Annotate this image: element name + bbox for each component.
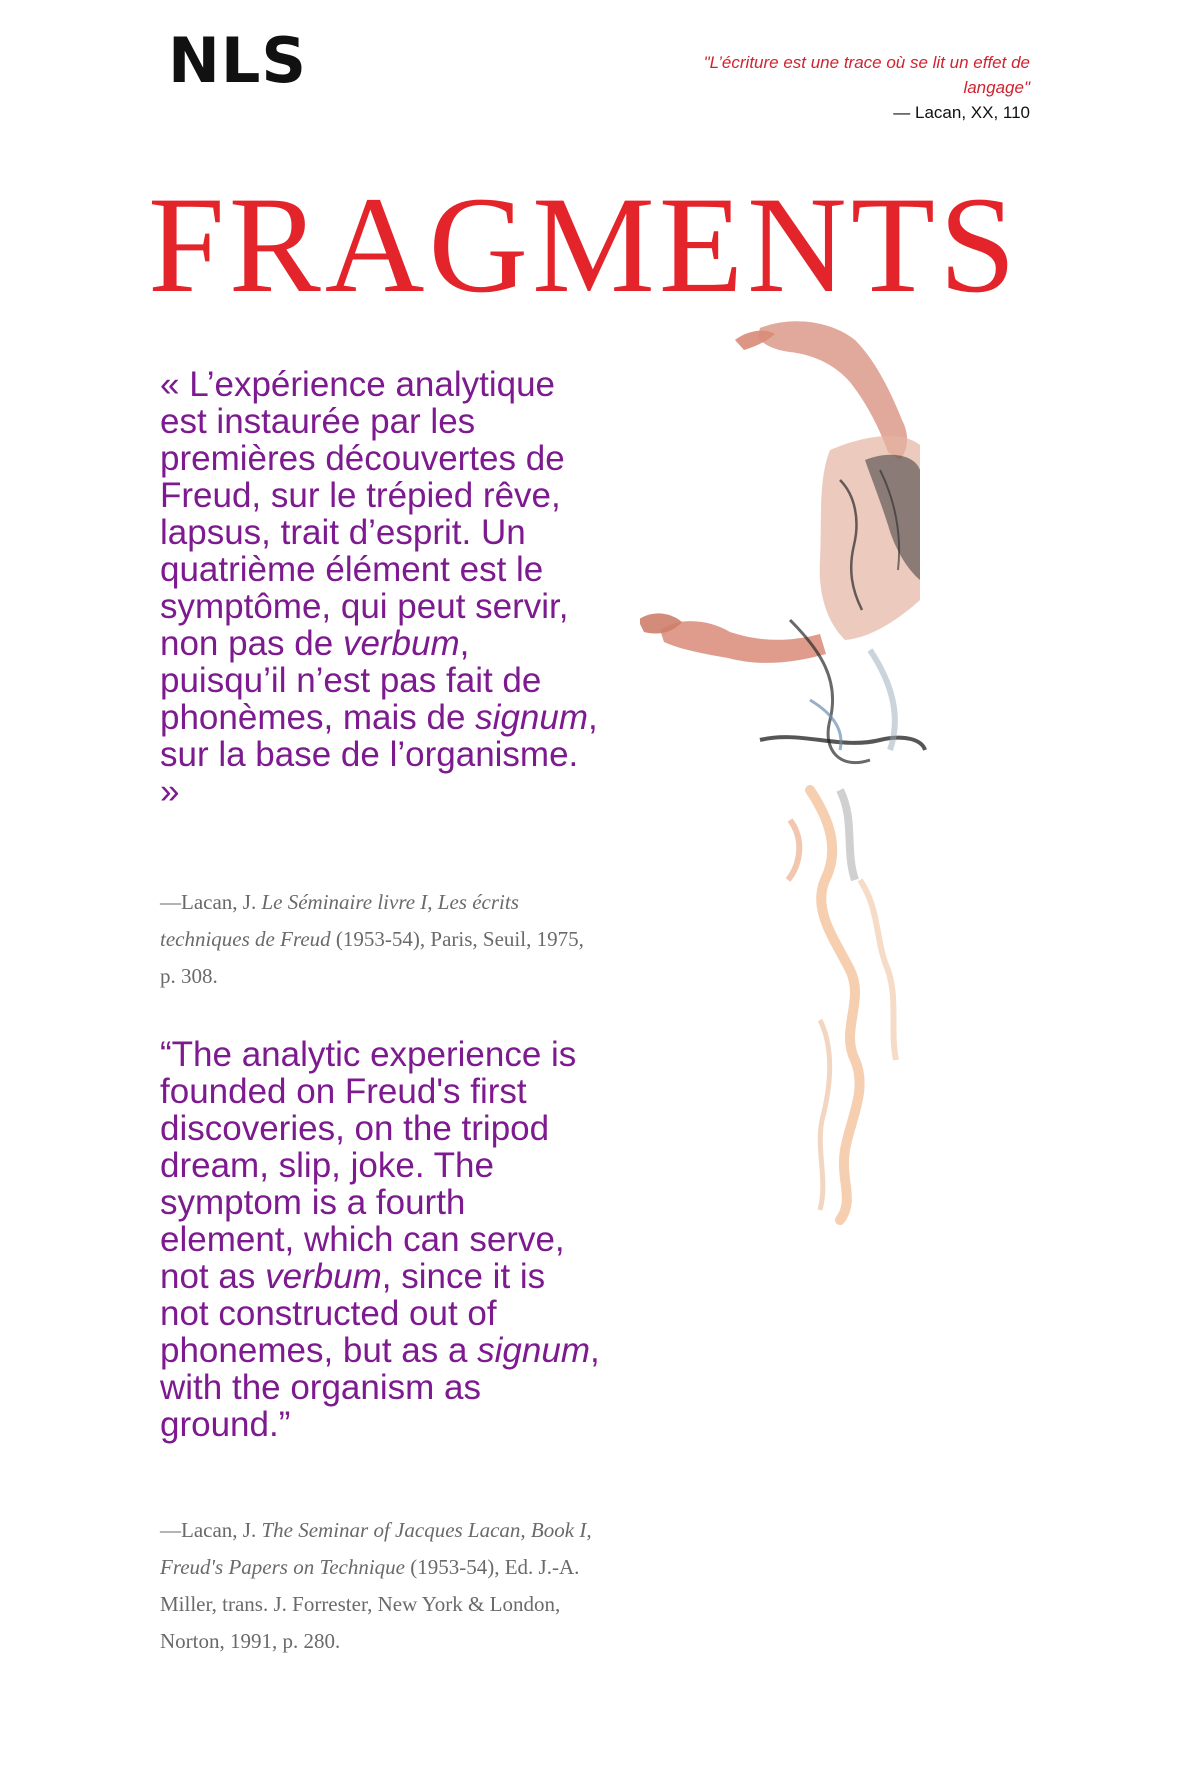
citation-french: —Lacan, J. Le Séminaire livre I, Les écrits techniques de Freud (1953-54), Paris, Seuil, 1975, p. 308. [160,890,584,988]
quote-english: “The analytic experience is founded on Freud's first discoveries, on the tripod dream, slip, joke. The symptom is a fourth element, which can serve, not as verbum, since it is not constructed out of phonemes, but as a signum, with the organism as ground.” [160,1035,600,1444]
citation-english: —Lacan, J. The Seminar of Jacques Lacan, Book I, Freud's Papers on Technique (1953-54), Ed. J.-A. Miller, trans. J. Forrester, New York & London, Norton, 1991, p. 280. [160,1518,592,1653]
logo: NLS [168,24,308,97]
figure-drawing-illustration [640,320,1040,1260]
quote-french: « L’expérience analytique est instaurée par les premières découvertes de Freud, sur le trépied rêve, lapsus, trait d’esprit. Un quatrième élément est le symptôme, qui peut servir, non pas de verbum, puisqu’il n’est pas fait de phonèmes, mais de signum, sur la base de l’organisme. » [160,365,598,811]
page-title: FRAGMENTS [148,168,1020,321]
epigraph [670,50,1030,125]
extended-arm [660,621,826,663]
epigraph-source: — Lacan, XX, 110 [893,103,1030,122]
epigraph-quote: "L’écriture est une trace où se lit un effet de langage" [703,53,1030,97]
